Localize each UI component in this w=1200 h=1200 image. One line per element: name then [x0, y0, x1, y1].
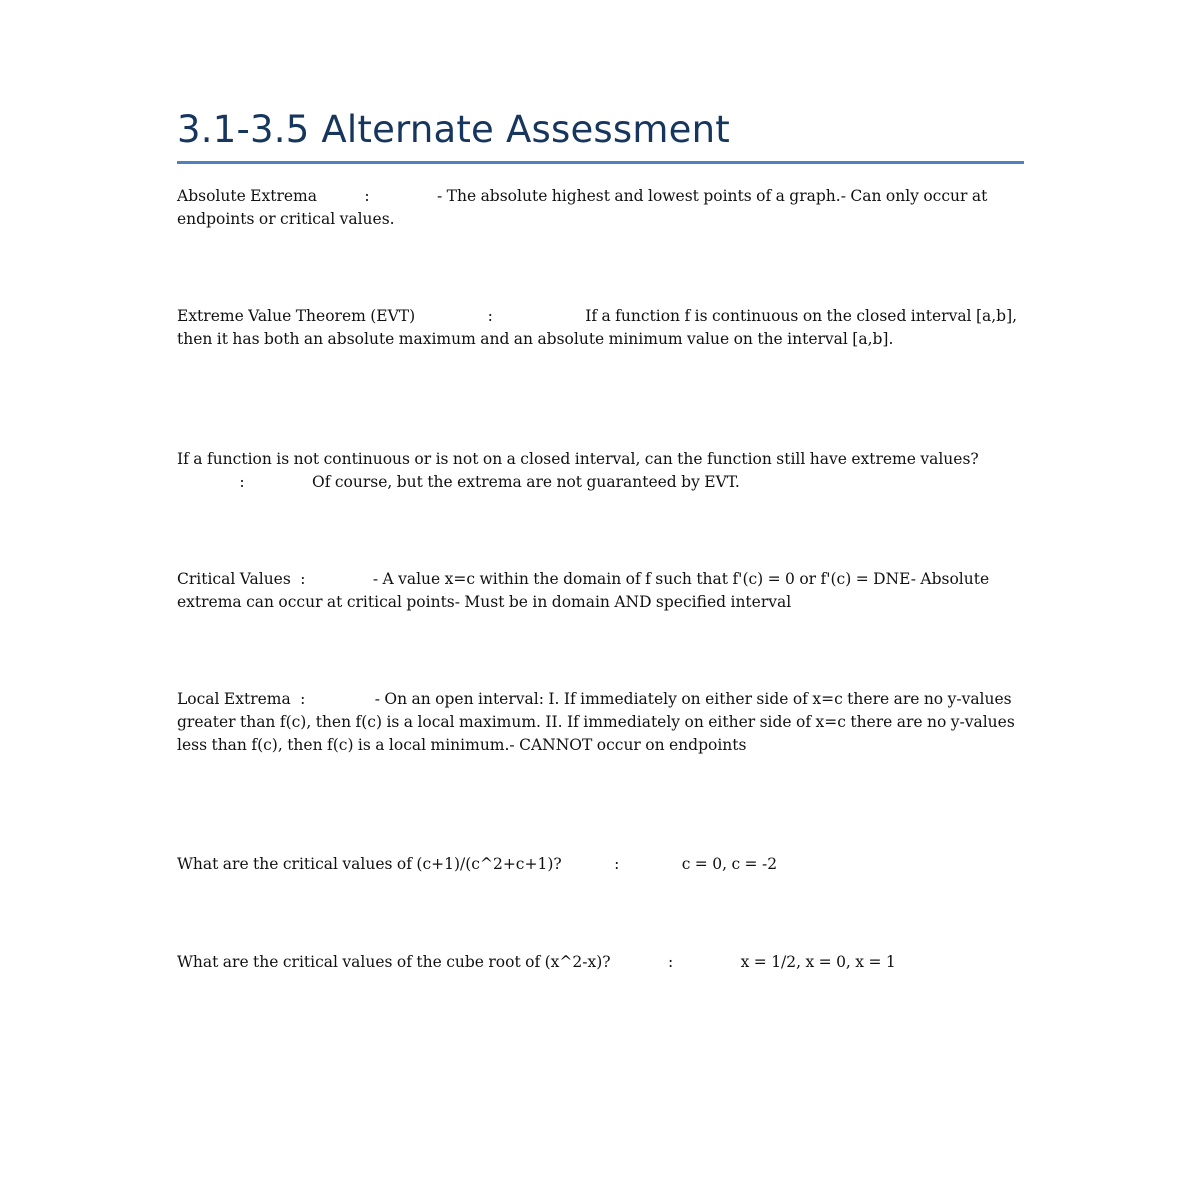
entry-definition: c = 0, c = -2 [681, 855, 778, 873]
entry-term: What are the critical values of the cube root of (x^2-x)? [177, 953, 611, 971]
entry-term: Extreme Value Theorem (EVT) [177, 307, 416, 325]
entry-separator: : [239, 472, 245, 491]
flashcard-entry-absolute-extrema [177, 185, 1027, 231]
flashcard-entry-local-extrema [177, 688, 1027, 756]
flashcard-entry-not-continuous [177, 448, 1027, 494]
entry-definition: - The absolute highest and lowest points of a graph.- Can only occur at endpoints or critical values. [177, 187, 988, 228]
entry-term: Absolute Extrema [177, 187, 317, 205]
entry-term: Critical Values [177, 570, 291, 588]
flashcard-entry-evt [177, 305, 1027, 351]
entry-separator: : [487, 307, 493, 325]
entry-separator: : [364, 187, 370, 205]
entry-term: If a function is not continuous or is not on a closed interval, can the function still have extreme values? [177, 450, 979, 468]
entry-term: Local Extrema [177, 690, 291, 708]
flashcard-entry-critical-values-question-1 [177, 853, 1027, 876]
entry-definition: - A value x=c within the domain of f such that f'(c) = 0 or f'(c) = DNE- Absolute extrema can occur at critical points- Must be in domain AND specified interval [177, 570, 990, 611]
entry-separator: : [667, 953, 674, 971]
entry-definition: If a function f is continuous on the closed interval [a,b], then it has both an absolute maximum and an absolute minimum value on the interval [a,b]. [177, 307, 1018, 348]
entry-separator: : [614, 855, 620, 873]
title-underline [177, 161, 1024, 164]
page-title: 3.1-3.5 Alternate Assessment [177, 108, 730, 151]
entry-definition: x = 1/2, x = 0, x = 1 [740, 953, 896, 971]
entry-definition: - On an open interval: I. If immediately on either side of x=c there are no y-values greater than f(c), then f(c) is a local maximum. II. If immediately on either side of x=c there are no y-values less than f(c), then f(c) is a local minimum.- CANNOT occur on endpoints [177, 690, 1015, 754]
entry-term: What are the critical values of (c+1)/(c^2+c+1)? [177, 855, 562, 873]
flashcard-entry-critical-values-question-2 [177, 951, 1027, 974]
entry-separator: : [300, 570, 306, 588]
entry-separator: : [300, 690, 306, 708]
flashcard-entry-critical-values [177, 568, 1027, 614]
entry-definition: Of course, but the extrema are not guaranteed by EVT. [312, 472, 740, 491]
